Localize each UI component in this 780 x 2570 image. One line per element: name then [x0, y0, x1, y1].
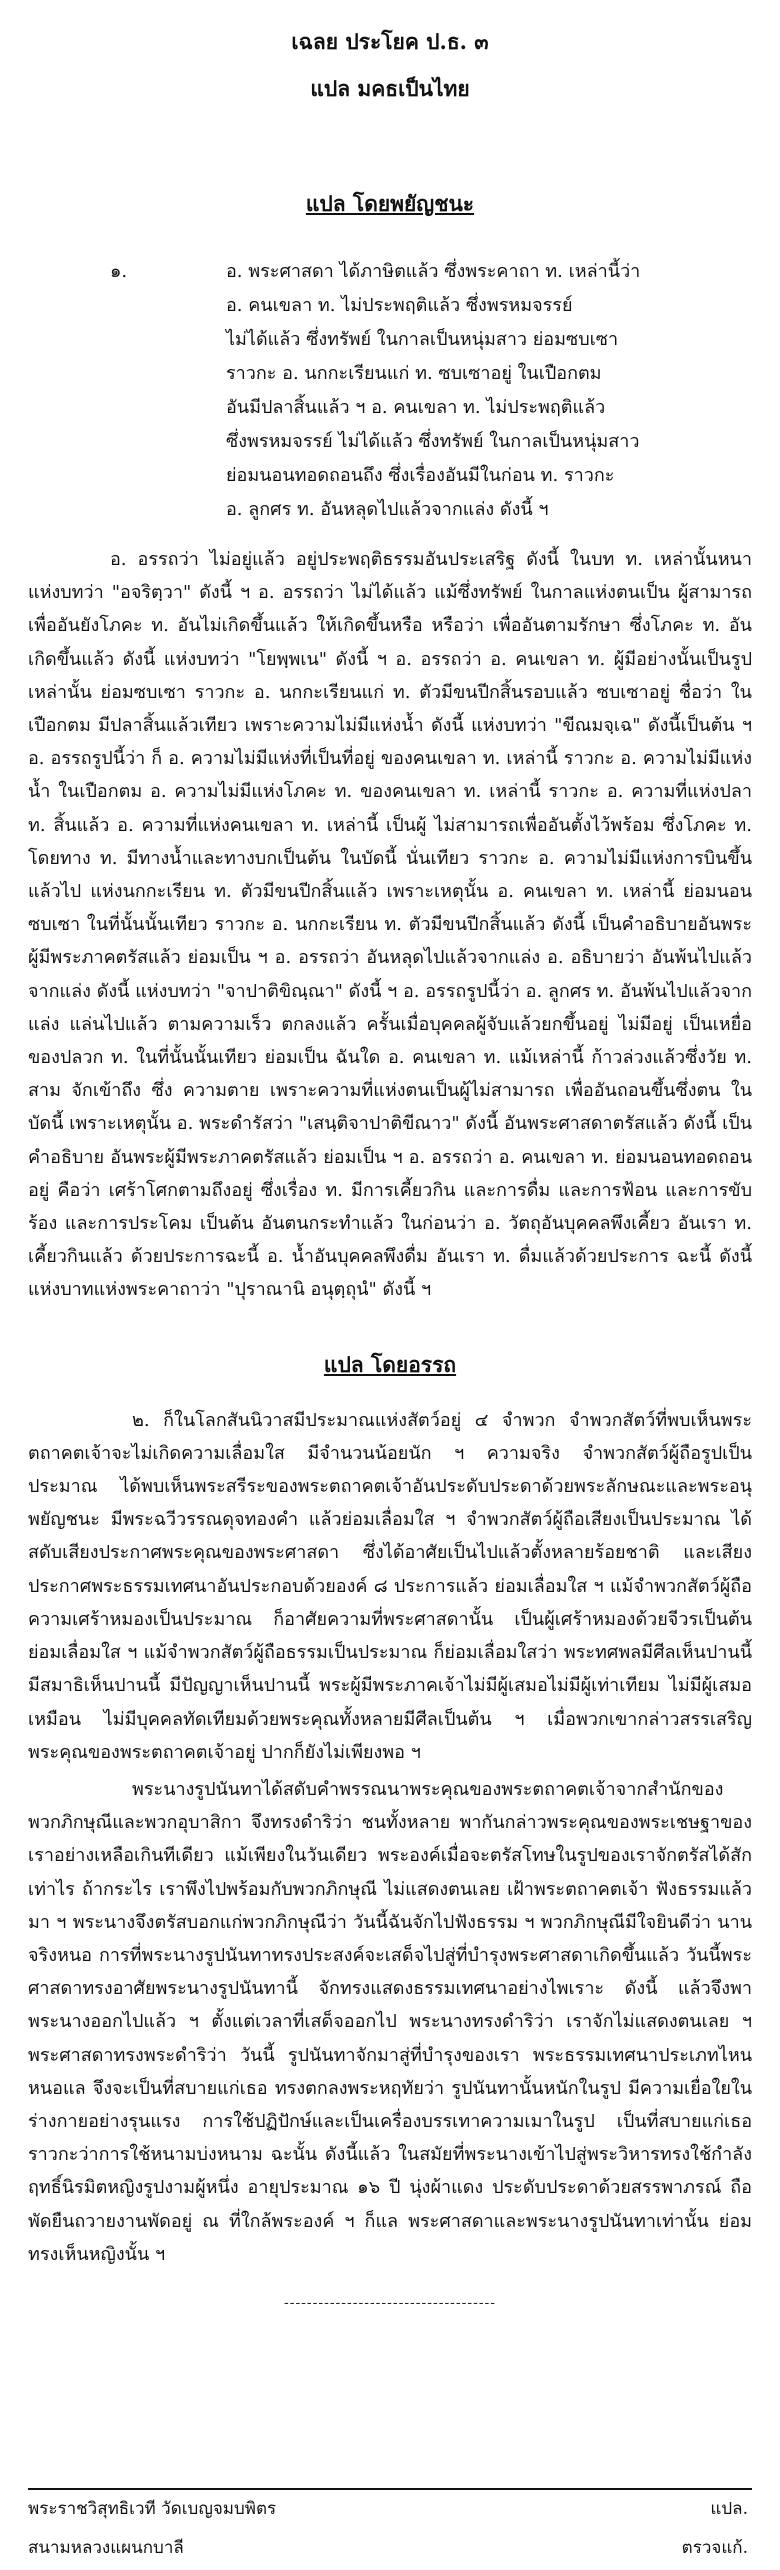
document-title: เฉลย ประโยค ป.ธ. ๓: [291, 29, 489, 54]
literal-translation-paragraph: อ. อรรถว่า ไม่อยู่แล้ว อยู่ประพฤติธรรมอันประเสริฐ ดังนี้ ในบท ท. เหล่านั้นหนา แห่งบทว่า "อจริตฺวา" ดังนี้ ฯ อ. อรรถว่า ไม่ได้แล้ว แม้ซึ่งทรัพย์ ในกาลแห่งตนเป็น ผู้สามารถ เพื่ออันยังโภคะ ท. อันไม่เกิดขึ้นแล้ว ให้เกิดขึ้นหรือ หรือว่า เพื่ออันตามรักษา ซึ่งโภคะ ท. อันเกิดขึ้นแล้ว ดังนี้ แห่งบทว่า "โยพฺพเน" ดังนี้ ฯ อ. อรรถว่า อ. คนเขลา ท. ผู้มีอย่างนั้นเป็นรูป เหล่านั้น ย่อมซบเซา ราวกะ อ. นกกะเรียนแก่ ท. ตัวมีขนปีกสิ้นรอบแล้ว ซบเซาอยู่ ชื่อว่า ในเปือกตม มีปลาสิ้นแล้วเทียว เพราะความไม่มีแห่งน้ำ ดังนี้ แห่งบทว่า "ขีณมจฺเฉ" ดังนี้เป็นต้น ฯ อ. อรรถรูปนี้ว่า ก็ อ. ความไม่มีแห่งที่เป็นที่อยู่ ของคนเขลา ท. เหล่านี้ ราวกะ อ. ความไม่มีแห่งน้ำ ในเปือกตม อ. ความไม่มีแห่งโภคะ ท. ของคนเขลา ท. เหล่านี้ ราวกะ อ. ความที่แห่งปลา ท. สิ้นแล้ว อ. ความที่แห่งคนเขลา ท. เหล่านี้ เป็นผู้ ไม่สามารถเพื่ออันตั้งไว้พร้อม ซึ่งโภคะ ท. โดยทาง ท. มีทางน้ำและทางบกเป็นต้น ในบัดนี้ นั่นเทียว ราวกะ อ. ความไม่มีแห่งการบินขึ้นแล้วไป แห่งนกกะเรียน ท. ตัวมีขนปีกสิ้นแล้ว เพราะเหตุนั้น อ. คนเขลา ท. เหล่านี้ ย่อมนอนซบเซา ในที่นั้นนั้นเทียว ราวกะ อ. นกกะเรียน ท. ตัวมีขนปีกสิ้นแล้ว ดังนี้ เป็นคำอธิบายอันพระผู้มีพระภาคตรัสแล้ว ย่อมเป็น ฯ อ. อรรถว่า อันหลุดไปแล้วจากแล่ง อ. อธิบายว่า อันพ้นไปแล้วจากแล่ง ดังนี้ แห่งบทว่า "จาปาติขิณฺณา" ดังนี้ ฯ อ. อรรถรูปนี้ว่า อ. ลูกศร ท. อันพ้นไปแล้วจากแล่ง แล่นไปแล้ว ตามความเร็ว ตกลงแล้ว ครั้นเมื่อบุคคลผู้จับแล้วยกขึ้นอยู่ ไม่มีอยู่ เป็นเหยื่อ ของปลวก ท. ในที่นั้นนั้นเทียว ย่อมเป็น ฉันใด อ. คนเขลา ท. แม้เหล่านี้ ก้าวล่วงแล้วซึ่งวัย ท. สาม จักเข้าถึง ซึ่ง ความตาย เพราะความที่แห่งตนเป็นผู้ไม่สามารถ เพื่ออันถอนขึ้นซึ่งตน ในบัดนี้ เพราะเหตุนั้น อ. พระดำรัสว่า "เสนฺติจาปาติขีณาว" ดังนี้ อันพระศาสดาตรัสแล้ว ดังนี้ เป็นคำอธิบาย อันพระผู้มีพระภาคตรัสแล้ว ย่อมเป็น ฯ อ. อรรถว่า อ. คนเขลา ท. ย่อมนอนทอดถอนอยู่ คือว่า เศร้าโศกตามถึงอยู่ ซึ่งเรื่อง ท. มีการเคี้ยวกิน และการดื่ม และการฟ้อน และการขับร้อง และการประโคม เป็นต้น อันตนกระทำแล้ว ในก่อนว่า อ. วัตถุอันบุคคลพึงเคี้ยว อันเรา ท. เคี้ยวกินแล้ว ด้วยประการฉะนี้ อ. น้ำอันบุคคลพึงดื่ม อันเรา ท. ดื่มแล้วด้วยประการ ฉะนี้ ดังนี้ แห่งบาทแห่งพระคาถาว่า "ปุราณานิ อนุตฺถุนํ" ดังนี้ ฯ: [28, 549, 753, 1301]
footer-checker-row: [28, 2534, 752, 2561]
document-subtitle: แปล มคธเป็นไทย: [310, 76, 470, 101]
section-heading-literal-translation: แปล โดยพยัญชนะ: [305, 191, 475, 216]
dashed-divider: -------------------------------------: [283, 2294, 497, 2311]
verse-number: ๑.: [110, 261, 128, 282]
verse-line: ซึ่งพรหมจรรย์ ไม่ได้แล้ว ซึ่งทรัพย์ ในกาลเป็นหนุ่มสาว: [226, 431, 640, 452]
translator-role: แปล.: [710, 2499, 748, 2519]
footer-translator-row: [28, 2495, 752, 2522]
footer-rule: [28, 2488, 752, 2490]
verse-first-line: [28, 255, 752, 289]
checker-name: สนามหลวงแผนกบาลี: [28, 2538, 184, 2558]
verse-line: อันมีปลาสิ้นแล้ว ฯ อ. คนเขลา ท. ไม่ประพฤติแล้ว: [226, 397, 606, 418]
verse-line: ไม่ได้แล้ว ซึ่งทรัพย์ ในกาลเป็นหนุ่มสาว ย่อมซบเซา: [226, 329, 619, 350]
verse-line: อ. คนเขลา ท. ไม่ประพฤติแล้ว ซึ่งพรหมจรรย์: [226, 295, 573, 316]
verse-line: ราวกะ อ. นกกะเรียนแก่ ท. ซบเซาอยู่ ในเปือกตม: [226, 363, 602, 384]
meaning-translation-paragraph-1: ๒. ก็ในโลกสันนิวาสมีประมาณแห่งสัตว์อยู่ ๔ จำพวก จำพวกสัตว์ที่พบเห็นพระตถาคตเจ้าจะไม่เกิดความเลื่อมใส มีจำนวนน้อยนัก ฯ ความจริง จำพวกสัตว์ผู้ถือรูปเป็นประมาณ ได้พบเห็นพระสรีระของพระตถาคตเจ้าอันประดับประดาด้วยพระลักษณะและพระอนุพยัญชนะ มีพระฉวีวรรณดุจทองคำ แล้วย่อมเลื่อมใส ฯ จำพวกสัตว์ผู้ถือเสียงเป็นประมาณ ได้สดับเสียงประกาศพระคุณของพระศาสดา ซึ่งได้อาศัยเป็นไปแล้วตั้งหลายร้อยชาติ และเสียงประกาศพระธรรมเทศนาอันประกอบด้วยองค์ ๘ ประการแล้ว ย่อมเลื่อมใส ฯ แม้จำพวกสัตว์ผู้ถือความเศร้าหมองเป็นประมาณ ก็อาศัยความที่พระศาสดานั้น เป็นผู้เศร้าหมองด้วยจีวรเป็นต้น ย่อมเลื่อมใส ฯ แม้จำพวกสัตว์ผู้ถือธรรมเป็นประมาณ ก็ย่อมเลื่อมใสว่า พระทศพลมีศีลเห็นปานนี้ มีสมาธิเห็นปานนี้ มีปัญญาเห็นปานนี้ พระผู้มีพระภาคเจ้าไม่มีผู้เสมอไม่มีผู้เท่าเทียม ไม่มีผู้เสมอเหมือน ไม่มีบุคคลทัดเทียมด้วยพระคุณทั้งหลายมีศีลเป็นต้น ฯ เมื่อพวกเขากล่าวสรรเสริญพระคุณของพระตถาคตเจ้าอยู่ ปากก็ยังไม่เพียงพอ ฯ: [28, 1409, 752, 1763]
checker-role: ตรวจแก้.: [681, 2538, 748, 2558]
verse-line: ย่อมนอนทอดถอนถึง ซึ่งเรื่องอันมีในก่อน ท. ราวกะ: [226, 465, 615, 486]
verse-line: อ. ลูกศร ท. อันหลุดไปแล้วจากแล่ง ดังนี้ ฯ: [226, 499, 549, 520]
meaning-translation-paragraph-2: พระนางรูปนันทาได้สดับคำพรรณนาพระคุณของพระตถาคตเจ้าจากสำนักของพวกภิกษุณีและพวกอุบาสิกา จึงทรงดำริว่า ชนทั้งหลาย พากันกล่าวพระคุณของพระเชษฐาของเราอย่างเหลือเกินทีเดียว แม้เพียงในวันเดียว พระองค์เมื่อจะตรัสโทษในรูปของเราจักตรัสได้สักเท่าไร ถ้ากระไร เราพึงไปพร้อมกับพวกภิกษุณี ไม่แสดงตนเลย เฝ้าพระตถาคตเจ้า ฟังธรรมแล้วมา ฯ พระนางจึงตรัสบอกแก่พวกภิกษุณีว่า วันนี้ฉันจักไปฟังธรรม ฯ พวกภิกษุณีมีใจยินดีว่า นานจริงหนอ การที่พระนางรูปนันทาทรงประสงค์จะเสด็จไปสู่ที่บำรุงพระศาสดาเกิดขึ้นแล้ว วันนี้พระศาสดาทรงอาศัยพระนางรูปนันทานี้ จักทรงแสดงธรรมเทศนาอย่างไพเราะ ดังนี้ แล้วจึงพาพระนางออกไปแล้ว ฯ ตั้งแต่เวลาที่เสด็จออกไป พระนางทรงดำริว่า เราจักไม่แสดงตนเลย ฯ พระศาสดาทรงพระดำริว่า วันนี้ รูปนันทาจักมาสู่ที่บำรุงของเรา พระธรรมเทศนาประเภทไหนหนอแล จึงจะเป็นที่สบายแก่เธอ ทรงตกลงพระหฤทัยว่า รูปนันทานั้นหนักในรูป มีความเยื่อใยในร่างกายอย่างรุนแรง การใช้ปฏิปักษ์และเป็นเครื่องบรรเทาความเมาในรูป เป็นที่สบายแก่เธอราวกะว่าการใช้หนามบ่งหนาม ฉะนั้น ดังนี้แล้ว ในสมัยที่พระนางเข้าไปสู่พระวิหารทรงใช้กำลังฤทธิ์นิรมิตหญิงรูปงามผู้หนึ่ง อายุประมาณ ๑๖ ปี นุ่งผ้าแดง ประดับประดาด้วยสรรพาภรณ์ ถือพัดยืนถวายงานพัดอยู่ ณ ที่ใกล้พระองค์ ฯ ก็แล พระศาสดาและพระนางรูปนันทาเท่านั้น ย่อมทรงเห็นหญิงนั้น ฯ: [28, 1778, 752, 2265]
translator-name: พระราชวิสุทธิเวที วัดเบญจมบพิตร: [28, 2499, 277, 2519]
section-heading-meaning-translation: แปล โดยอรรถ: [323, 1351, 457, 1377]
verse-line: อ. พระศาสดา ได้ภาษิตแล้ว ซึ่งพระคาถา ท. เหล่านี้ว่า: [226, 261, 641, 282]
verse-block: [28, 255, 752, 527]
